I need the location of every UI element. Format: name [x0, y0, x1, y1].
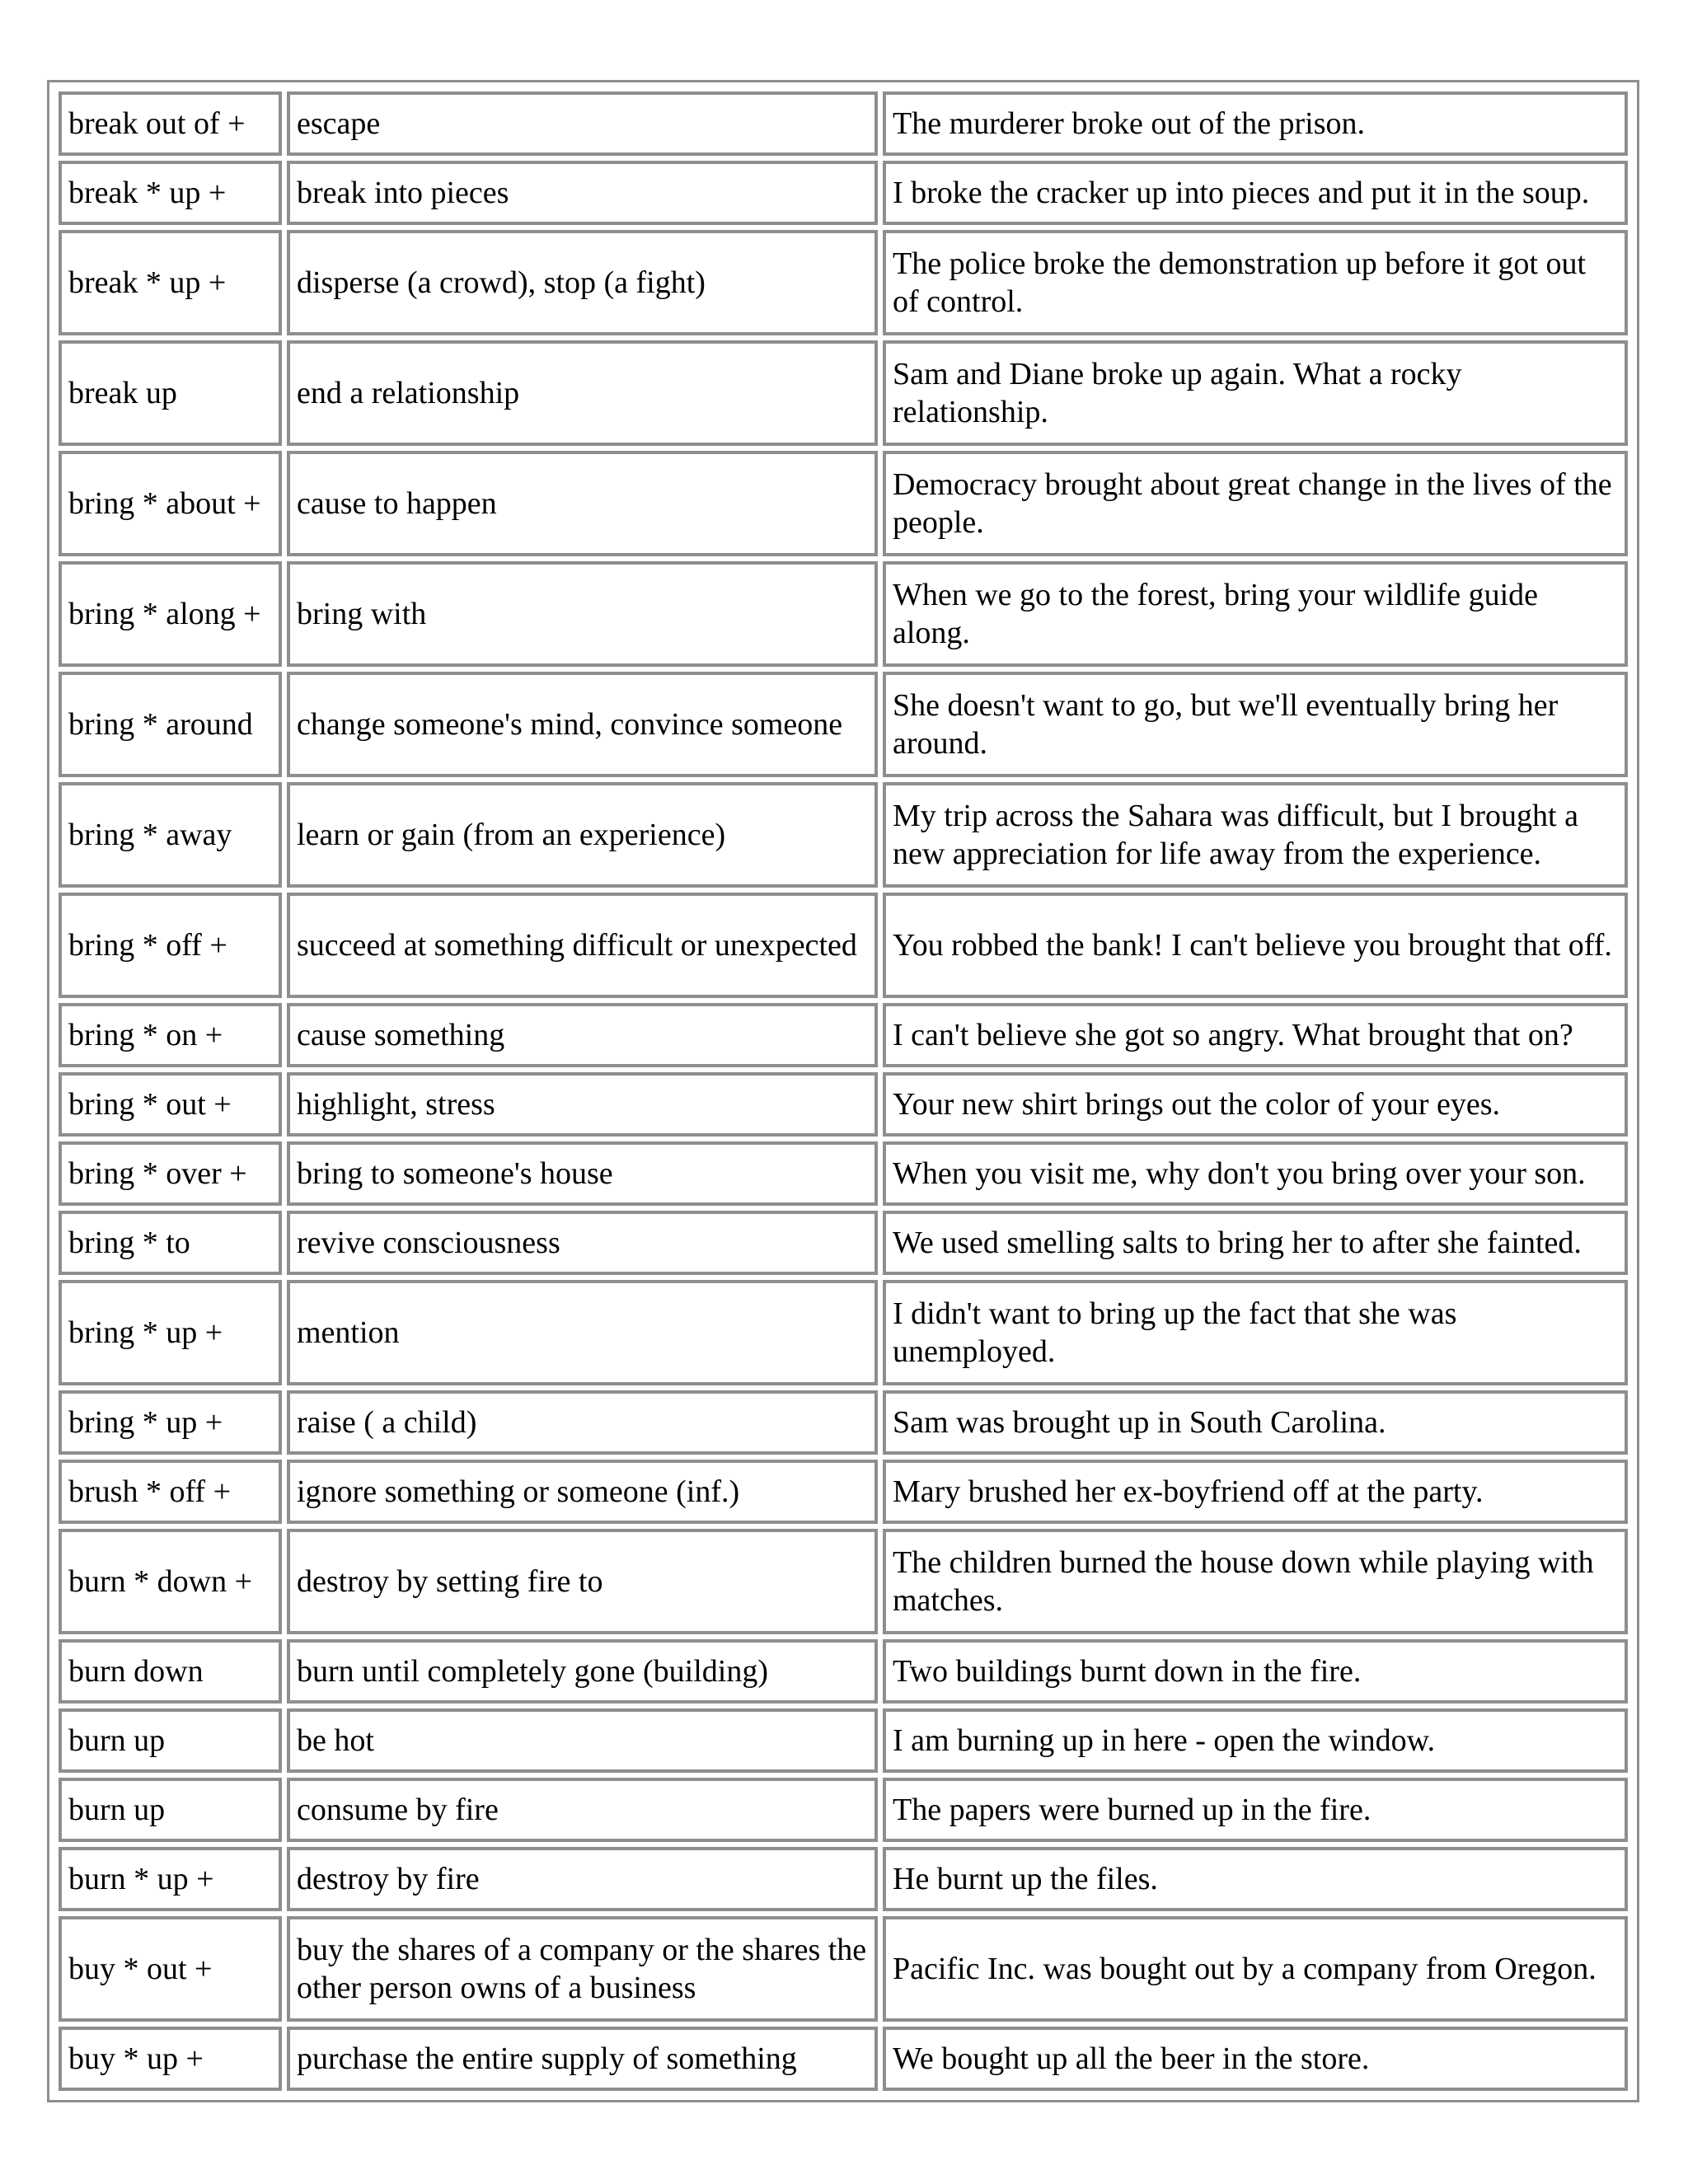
example-cell: My trip across the Sahara was difficult, but I brought a new appreciation for life away from the experience. — [883, 782, 1628, 888]
example-cell: I broke the cracker up into pieces and put it in the soup. — [883, 161, 1628, 225]
example-cell: Sam was brought up in South Carolina. — [883, 1390, 1628, 1455]
table-row — [59, 1778, 1628, 1842]
verb-cell: brush * off + — [59, 1460, 282, 1524]
verb-cell: burn down — [59, 1639, 282, 1704]
verb-cell: bring * up + — [59, 1390, 282, 1455]
table-row — [59, 782, 1628, 888]
meaning-cell: bring with — [287, 561, 878, 667]
verb-cell: bring * up + — [59, 1280, 282, 1385]
example-cell: Pacific Inc. was bought out by a company from Oregon. — [883, 1916, 1628, 2022]
verb-cell: burn * down + — [59, 1529, 282, 1634]
meaning-cell: consume by fire — [287, 1778, 878, 1842]
example-cell: She doesn't want to go, but we'll eventually bring her around. — [883, 672, 1628, 777]
verb-cell: bring * off + — [59, 893, 282, 998]
verb-cell: bring * along + — [59, 561, 282, 667]
table-row — [59, 91, 1628, 156]
meaning-cell: highlight, stress — [287, 1072, 878, 1137]
example-cell: The papers were burned up in the fire. — [883, 1778, 1628, 1842]
table-row — [59, 1708, 1628, 1773]
table-row — [59, 1460, 1628, 1524]
meaning-cell: burn until completely gone (building) — [287, 1639, 878, 1704]
example-cell: Sam and Diane broke up again. What a rocky relationship. — [883, 340, 1628, 446]
table-row — [59, 672, 1628, 777]
verb-cell: buy * out + — [59, 1916, 282, 2022]
table-row — [59, 1211, 1628, 1275]
meaning-cell: escape — [287, 91, 878, 156]
meaning-cell: break into pieces — [287, 161, 878, 225]
meaning-cell: change someone's mind, convince someone — [287, 672, 878, 777]
table-row — [59, 340, 1628, 446]
table-row — [59, 230, 1628, 335]
meaning-cell: revive consciousness — [287, 1211, 878, 1275]
meaning-cell: end a relationship — [287, 340, 878, 446]
table-row — [59, 1141, 1628, 1206]
verb-cell: break up — [59, 340, 282, 446]
meaning-cell: destroy by fire — [287, 1847, 878, 1911]
verb-cell: break * up + — [59, 161, 282, 225]
phrasal-verb-table — [47, 80, 1639, 2102]
verb-cell: break out of + — [59, 91, 282, 156]
verb-cell: buy * up + — [59, 2027, 282, 2091]
table-row — [59, 1847, 1628, 1911]
meaning-cell: learn or gain (from an experience) — [287, 782, 878, 888]
meaning-cell: raise ( a child) — [287, 1390, 878, 1455]
verb-cell: bring * around — [59, 672, 282, 777]
meaning-cell: mention — [287, 1280, 878, 1385]
verb-cell: bring * to — [59, 1211, 282, 1275]
table-body — [59, 91, 1628, 2091]
example-cell: He burnt up the files. — [883, 1847, 1628, 1911]
table-row — [59, 1280, 1628, 1385]
table-row — [59, 1639, 1628, 1704]
meaning-cell: be hot — [287, 1708, 878, 1773]
example-cell: When you visit me, why don't you bring over your son. — [883, 1141, 1628, 1206]
example-cell: The police broke the demonstration up before it got out of control. — [883, 230, 1628, 335]
meaning-cell: bring to someone's house — [287, 1141, 878, 1206]
meaning-cell: ignore something or someone (inf.) — [287, 1460, 878, 1524]
verb-cell: bring * over + — [59, 1141, 282, 1206]
verb-cell: bring * away — [59, 782, 282, 888]
example-cell: I am burning up in here - open the window. — [883, 1708, 1628, 1773]
table-row — [59, 1529, 1628, 1634]
example-cell: The murderer broke out of the prison. — [883, 91, 1628, 156]
meaning-cell: cause to happen — [287, 451, 878, 556]
verb-cell: bring * on + — [59, 1003, 282, 1067]
example-cell: Mary brushed her ex-boyfriend off at the party. — [883, 1460, 1628, 1524]
table-row — [59, 893, 1628, 998]
meaning-cell: disperse (a crowd), stop (a fight) — [287, 230, 878, 335]
example-cell: I can't believe she got so angry. What brought that on? — [883, 1003, 1628, 1067]
table-row — [59, 2027, 1628, 2091]
table-grid — [54, 87, 1633, 2096]
verb-cell: bring * out + — [59, 1072, 282, 1137]
meaning-cell: destroy by setting fire to — [287, 1529, 878, 1634]
table-row — [59, 161, 1628, 225]
meaning-cell: succeed at something difficult or unexpected — [287, 893, 878, 998]
verb-cell: burn * up + — [59, 1847, 282, 1911]
example-cell: I didn't want to bring up the fact that she was unemployed. — [883, 1280, 1628, 1385]
example-cell: The children burned the house down while playing with matches. — [883, 1529, 1628, 1634]
table-row — [59, 1003, 1628, 1067]
example-cell: We used smelling salts to bring her to after she fainted. — [883, 1211, 1628, 1275]
meaning-cell: cause something — [287, 1003, 878, 1067]
meaning-cell: buy the shares of a company or the shares the other person owns of a business — [287, 1916, 878, 2022]
example-cell: You robbed the bank! I can't believe you brought that off. — [883, 893, 1628, 998]
table-row — [59, 1916, 1628, 2022]
table-row — [59, 561, 1628, 667]
example-cell: Democracy brought about great change in the lives of the people. — [883, 451, 1628, 556]
example-cell: Your new shirt brings out the color of your eyes. — [883, 1072, 1628, 1137]
table-row — [59, 1072, 1628, 1137]
verb-cell: burn up — [59, 1778, 282, 1842]
example-cell: Two buildings burnt down in the fire. — [883, 1639, 1628, 1704]
verb-cell: bring * about + — [59, 451, 282, 556]
verb-cell: burn up — [59, 1708, 282, 1773]
table-row — [59, 451, 1628, 556]
verb-cell: break * up + — [59, 230, 282, 335]
table-row — [59, 1390, 1628, 1455]
example-cell: When we go to the forest, bring your wildlife guide along. — [883, 561, 1628, 667]
meaning-cell: purchase the entire supply of something — [287, 2027, 878, 2091]
example-cell: We bought up all the beer in the store. — [883, 2027, 1628, 2091]
